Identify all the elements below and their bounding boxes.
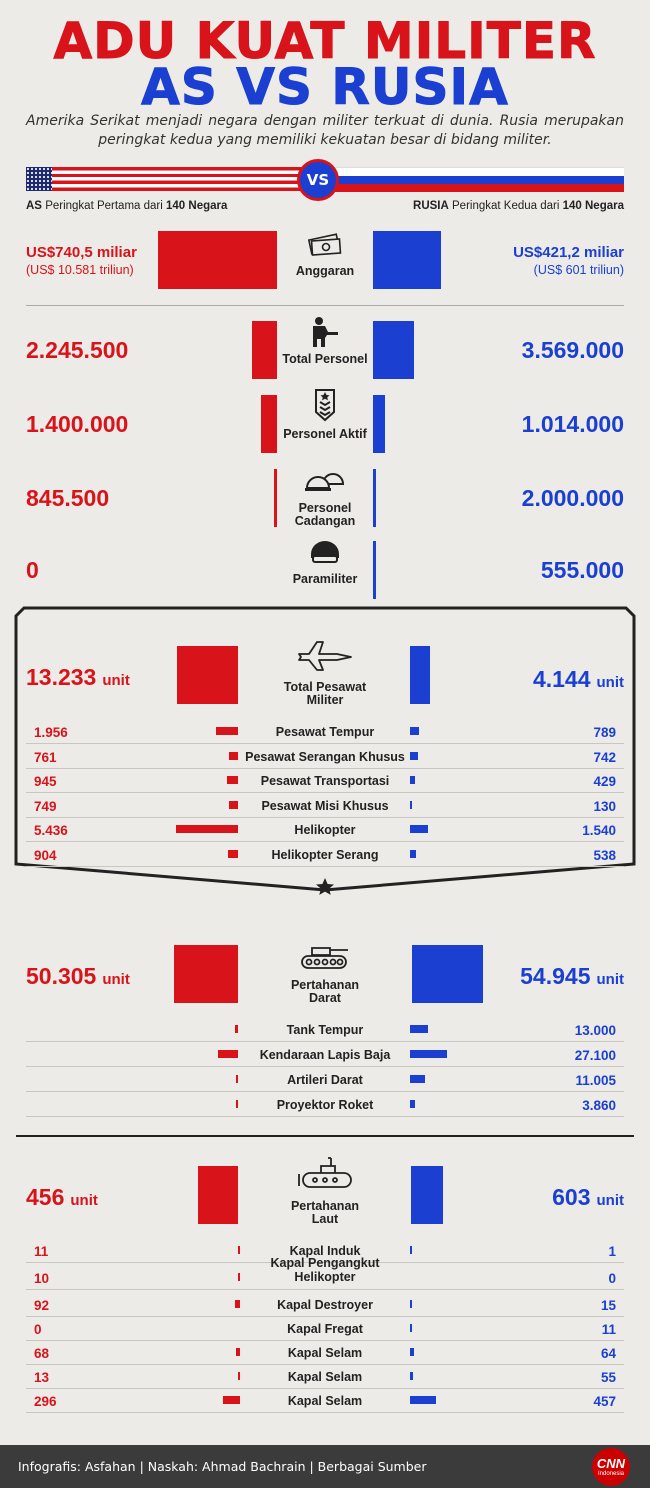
land-row-label: Artileri Darat [287, 1073, 363, 1087]
aircraft-row-ru-value: 429 [593, 774, 616, 789]
ru-paramilitary-bar [373, 541, 376, 599]
aircraft-row-label: Pesawat Tempur [275, 725, 375, 739]
sea-row-label: Kapal Selam [287, 1370, 363, 1384]
reserve-personnel-label: Personel Cadangan [294, 501, 356, 528]
ru-sea-bar [411, 1166, 443, 1224]
total-personnel-label: Total Personel [282, 352, 368, 366]
land-row-ru-value: 27.100 [574, 1048, 616, 1063]
helmets-icon [303, 466, 347, 500]
aircraft-row-ru-value: 130 [593, 798, 616, 814]
ru-budget-bar [373, 231, 441, 289]
us-active-personnel: 1.400.000 [26, 411, 129, 437]
aircraft-row-label: Pesawat Misi Khusus [261, 798, 389, 813]
sea-total-label: Pertahanan Laut [290, 1199, 360, 1226]
aircraft-row-us-value: 749 [34, 798, 57, 814]
ru-land-bar [412, 945, 483, 1003]
ru-active-personnel: 1.014.000 [521, 411, 624, 437]
us-sea-bar [198, 1166, 238, 1224]
title-line-1: ADU KUAT MILITER [53, 12, 597, 70]
unit-label: unit [102, 971, 130, 988]
fighter-jet-icon [295, 638, 355, 672]
sea-row-us-bar [235, 1300, 240, 1308]
sea-row-label: Kapal Fregat [287, 1322, 363, 1336]
tank-icon [296, 938, 354, 972]
aircraft-row-us-value: 904 [34, 847, 57, 863]
us-aircraft-total [26, 664, 130, 691]
aircraft-total-label: Total Pesawat Militer [283, 680, 367, 707]
sea-row-us-value: 0 [34, 1322, 42, 1337]
sea-row-us-bar [223, 1396, 240, 1404]
aircraft-row-ru-value: 742 [593, 749, 616, 765]
ru-budget-sub: (US$ 601 triliun) [533, 263, 624, 277]
land-total-label: Pertahanan Darat [290, 978, 360, 1005]
cnn-logo-subtext: Indonesia [597, 1471, 625, 1477]
us-reserve-personnel: 845.500 [26, 485, 110, 511]
sea-row-ru-value: 1 [608, 1244, 616, 1259]
active-personnel-label: Personel Aktif [283, 427, 367, 441]
sea-row-us-value: 13 [34, 1370, 50, 1385]
aircraft-row-label: Helikopter Serang [271, 847, 379, 862]
aircraft-row-ru-bar [410, 801, 412, 809]
sea-row-ru-value: 64 [600, 1346, 616, 1361]
aircraft-row-us-bar [216, 727, 238, 735]
unit-label: unit [70, 1192, 98, 1209]
land-row-ru-value: 11.005 [575, 1073, 616, 1088]
star-icon [315, 877, 335, 897]
us-aircraft-total-value: 13.233 [26, 664, 97, 690]
budget-label: Anggaran [295, 264, 355, 278]
us-rank [26, 200, 227, 212]
ru-aircraft-total [533, 666, 624, 693]
us-flag-canton [26, 167, 52, 191]
paramilitary-label: Paramiliter [292, 572, 358, 586]
us-rank-text: Peringkat Pertama dari [45, 200, 163, 212]
land-row-ru-bar [410, 1025, 428, 1033]
sea-row-us-bar [236, 1348, 240, 1356]
us-paramilitary: 0 [26, 557, 39, 583]
ru-sea-total [552, 1184, 624, 1211]
sea-row-label: Kapal Pengangkut Helikopter [270, 1256, 380, 1284]
title-line-2: AS VS RUSIA [141, 58, 509, 116]
ru-country-name: RUSIA [413, 200, 449, 212]
aircraft-row-ru-bar [410, 825, 428, 833]
aircraft-row-us-bar [229, 752, 238, 760]
aircraft-row-ru-value: 1.540 [582, 823, 616, 838]
cnn-logo-text: CNN [596, 1456, 626, 1471]
land-row-us-bar [236, 1100, 238, 1108]
aircraft-row-ru-bar [410, 752, 418, 760]
sea-row-label: Kapal Selam [287, 1346, 363, 1360]
us-rank-count: 140 Negara [166, 200, 228, 212]
aircraft-row-us-value: 5.436 [34, 823, 68, 838]
ru-paramilitary: 555.000 [540, 557, 624, 583]
sea-row-ru-bar [410, 1246, 412, 1254]
ru-sea-total-value: 603 [552, 1184, 591, 1210]
sea-row-ru-value: 15 [600, 1298, 616, 1313]
aircraft-row-us-value: 761 [34, 749, 57, 765]
sea-row-ru-value: 55 [600, 1370, 616, 1385]
sea-row-us-bar [238, 1273, 240, 1281]
land-row-us-bar [218, 1050, 238, 1058]
aircraft-row-ru-bar [410, 727, 419, 735]
sea-row-ru-bar [410, 1372, 413, 1380]
aircraft-row-ru-value: 789 [593, 725, 616, 740]
aircraft-row-label: Pesawat Serangan Khusus [245, 749, 405, 764]
us-flag [26, 167, 316, 191]
aircraft-row-label: Pesawat Transportasi [260, 774, 390, 788]
ru-total-personnel: 3.569.000 [521, 337, 624, 363]
us-budget-value: US$740,5 miliar [26, 244, 137, 261]
ru-reserve-personnel: 2.000.000 [521, 485, 624, 511]
paramilitary-helmet-icon [303, 536, 347, 570]
sea-row-us-value: 11 [34, 1244, 49, 1259]
ru-reserve-personnel-bar [373, 469, 376, 527]
us-sea-total [26, 1184, 98, 1211]
aircraft-row-ru-bar [410, 776, 415, 784]
us-total-personnel-bar [252, 321, 277, 379]
us-land-bar [174, 945, 238, 1003]
sea-row-ru-bar [410, 1348, 414, 1356]
ru-budget-value: US$421,2 miliar [513, 244, 624, 261]
intro-text: Amerika Serikat menjadi negara dengan militer terkuat di dunia. Rusia merupakan peringkat kedua yang memiliki kekuatan besar di bidang militer. [26, 113, 624, 148]
land-row-us-bar [236, 1075, 238, 1083]
aircraft-row-label: Helikopter [294, 823, 356, 837]
aircraft-row-us-bar [176, 825, 238, 833]
ru-active-personnel-bar [373, 395, 385, 453]
vs-badge [297, 159, 339, 201]
ru-aircraft-total-value: 4.144 [532, 666, 591, 692]
soldier-icon [303, 314, 347, 348]
sea-row-label: Kapal Induk [289, 1244, 361, 1258]
footer [0, 1445, 650, 1488]
sea-row-us-value: 92 [34, 1298, 50, 1313]
us-budget-bar [158, 231, 277, 289]
us-land-total [26, 963, 130, 990]
sea-row-ru-value: 11 [601, 1322, 616, 1337]
sea-row-ru-bar [410, 1300, 412, 1308]
ru-rank-count: 140 Negara [562, 200, 624, 212]
unit-label: unit [596, 971, 624, 988]
aircraft-row-ru-value: 538 [593, 847, 616, 863]
sea-row-label: Kapal Destroyer [277, 1298, 373, 1312]
unit-label: unit [102, 672, 130, 689]
vs-label: VS [306, 171, 330, 189]
unit-label: unit [596, 674, 624, 691]
sea-row-ru-bar [410, 1324, 412, 1332]
land-row-ru-value: 3.860 [582, 1098, 616, 1113]
aircraft-row-us-bar [228, 850, 238, 858]
land-row-label: Kendaraan Lapis Baja [259, 1048, 391, 1062]
rank-badge-icon [303, 388, 347, 422]
money-icon [306, 228, 344, 258]
land-row-label: Proyektor Roket [276, 1098, 374, 1112]
us-total-personnel: 2.245.500 [26, 337, 129, 363]
us-land-total-value: 50.305 [26, 963, 97, 989]
us-country-name: AS [26, 200, 42, 212]
sea-row-us-bar [238, 1372, 240, 1380]
ru-total-personnel-bar [373, 321, 414, 379]
us-budget [26, 244, 137, 277]
aircraft-row-us-bar [227, 776, 238, 784]
us-sea-total-value: 456 [26, 1184, 65, 1210]
ru-rank [413, 200, 624, 212]
ru-aircraft-bar [410, 646, 430, 704]
ru-rank-text: Peringkat Kedua dari [452, 200, 560, 212]
aircraft-row-us-bar [229, 801, 238, 809]
land-row-ru-bar [410, 1100, 415, 1108]
footer-credits: Infografis: Asfahan | Naskah: Ahmad Bachrain | Berbagai Sumber [18, 1459, 427, 1474]
aircraft-row-ru-bar [410, 850, 416, 858]
russia-flag [334, 167, 624, 191]
aircraft-row-us-value: 945 [34, 774, 57, 789]
sea-row-ru-value: 457 [593, 1394, 616, 1409]
ru-budget [513, 244, 624, 277]
sea-row-label: Kapal Selam [287, 1394, 363, 1408]
land-row-label: Tank Tempur [286, 1023, 364, 1037]
us-active-personnel-bar [261, 395, 277, 453]
land-row-ru-bar [410, 1050, 447, 1058]
land-row-us-bar [235, 1025, 238, 1033]
sea-row-us-value: 10 [34, 1271, 50, 1286]
ru-land-total-value: 54.945 [520, 963, 591, 989]
submarine-icon [297, 1154, 355, 1194]
section-divider [16, 1135, 634, 1137]
divider [26, 305, 624, 306]
cnn-logo [592, 1448, 630, 1486]
us-aircraft-bar [177, 646, 238, 704]
us-budget-sub: (US$ 10.581 triliun) [26, 263, 134, 277]
sea-row-us-value: 68 [34, 1346, 50, 1361]
aircraft-row-us-value: 1.956 [34, 725, 68, 740]
unit-label: unit [596, 1192, 624, 1209]
land-row-ru-bar [410, 1075, 425, 1083]
sea-row-ru-value: 0 [608, 1271, 616, 1286]
sea-row-ru-bar [410, 1396, 436, 1404]
us-reserve-personnel-bar [274, 469, 277, 527]
sea-row-us-value: 296 [34, 1394, 57, 1409]
ru-land-total [520, 963, 624, 990]
land-row-ru-value: 13.000 [574, 1023, 616, 1038]
sea-row-us-bar [238, 1246, 240, 1254]
